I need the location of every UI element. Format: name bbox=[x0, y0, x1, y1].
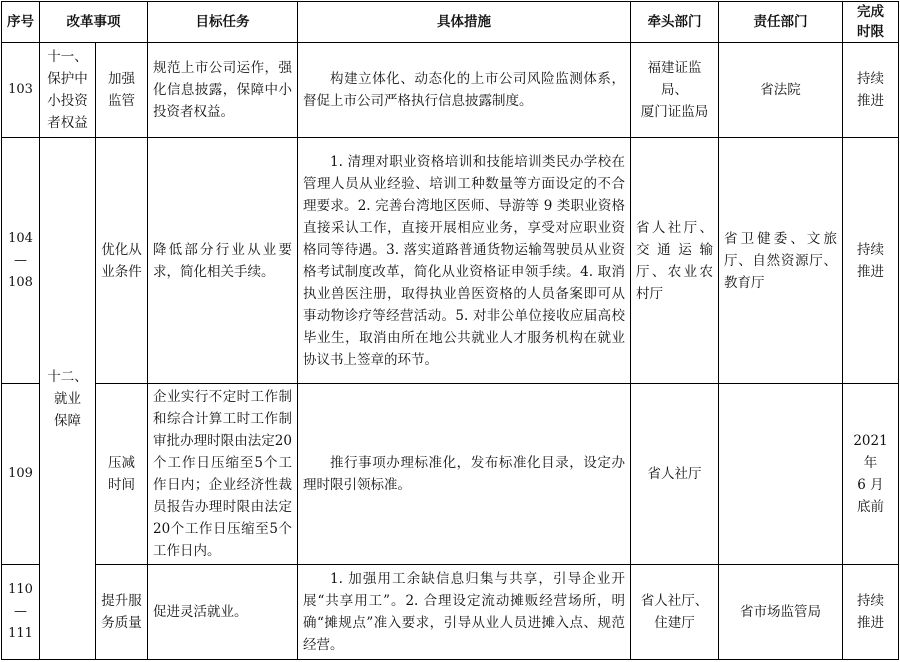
measures-cell: 1. 清理对职业资格培训和技能培训类民办学校在管理人员从业经验、培训工种数量等方面设定的不合理要求。2. 完善台湾地区医师、导游等 9 类职业资格直接采认工作，直接开展相应业务，享受对应职业资格同等待遇。3. 落实道路普通货物运输驾驶员从业资格考试制度改革，简化从业资格证申领手续。4. 取消执业兽医注册，取得执业兽医资格的人员备案即可从事动物诊疗等经营活动。5. 对非公单位接收应届高校毕业生，取消由所在地公共就业人才服务机构在就业协议书上签章的环节。 bbox=[298, 138, 631, 384]
header-deadline-line1: 完成 bbox=[857, 4, 884, 20]
seq-cell: 109 bbox=[2, 384, 40, 565]
deadline-line: 持续 bbox=[857, 241, 884, 258]
deadline-line: 持续 bbox=[857, 71, 884, 87]
header-row bbox=[2, 2, 899, 43]
deadline-cell bbox=[843, 138, 899, 384]
item-line: 监管 bbox=[108, 93, 135, 109]
resp-dept-cell: 省市场监管局 bbox=[719, 565, 843, 660]
seq-cell: 103 bbox=[2, 43, 40, 138]
category-line: 保护中 bbox=[47, 71, 88, 87]
lead-dept-cell: 省人社厅 bbox=[631, 384, 719, 565]
deadline-line: 推进 bbox=[857, 615, 884, 631]
item-cell bbox=[96, 565, 148, 660]
header-seq: 序号 bbox=[2, 2, 40, 43]
category-line: 就业 bbox=[54, 390, 81, 407]
category-line: 十二、 bbox=[47, 368, 88, 385]
lead-dept-cell bbox=[631, 43, 719, 138]
item-cell bbox=[96, 138, 148, 384]
deadline-line: 推进 bbox=[857, 263, 884, 280]
measures-cell: 推行事项办理标准化，发布标准化目录，设定办理时限引领标准。 bbox=[298, 384, 631, 565]
seq-line: 110 bbox=[8, 582, 33, 597]
category-line: 十一、 bbox=[47, 49, 88, 65]
header-reform-item: 改革事项 bbox=[40, 2, 148, 43]
lead-line: 住建厅 bbox=[654, 615, 695, 631]
policy-table bbox=[1, 1, 899, 660]
deadline-line: 推进 bbox=[857, 93, 884, 109]
lead-dept-cell: 省人社厅、交通运输厅、农业农村厅 bbox=[631, 138, 719, 384]
table-row bbox=[2, 138, 899, 384]
category-cell bbox=[40, 138, 96, 660]
resp-dept-cell: 省卫健委、文旅厅、自然资源厅、教育厅 bbox=[719, 138, 843, 384]
deadline-line: 底前 bbox=[857, 499, 884, 515]
lead-line: 厦门证监局 bbox=[640, 104, 709, 120]
seq-line: 111 bbox=[8, 626, 33, 641]
measures-cell: 构建立体化、动态化的上市公司风险监测体系，督促上市公司严格执行信息披露制度。 bbox=[298, 43, 631, 138]
table-row bbox=[2, 43, 899, 138]
lead-dept-cell bbox=[631, 565, 719, 660]
deadline-cell bbox=[843, 565, 899, 660]
lead-line: 省人社厅、 bbox=[640, 593, 709, 609]
target-cell: 规范上市公司运作，强化信息披露，保障中小投资者权益。 bbox=[148, 43, 298, 138]
item-line: 提升服 bbox=[101, 593, 142, 609]
seq-cell bbox=[2, 138, 40, 384]
category-line: 保障 bbox=[54, 412, 81, 429]
item-line: 务质量 bbox=[101, 615, 142, 631]
lead-line: 福建证监局、 bbox=[647, 60, 702, 98]
target-cell: 促进灵活就业。 bbox=[148, 565, 298, 660]
seq-line: 108 bbox=[8, 274, 33, 290]
deadline-line: 持续 bbox=[857, 593, 884, 609]
header-resp-dept: 责任部门 bbox=[719, 2, 843, 43]
measures-cell: 1. 加强用工余缺信息归集与共享，引导企业开展“共享用工”。2. 合理设定流动摊贩经营场所，明确“摊规点”准入要求，引导从业人员进摊入点、规范经营。 bbox=[298, 565, 631, 660]
item-line: 时间 bbox=[108, 477, 135, 493]
header-measures: 具体措施 bbox=[298, 2, 631, 43]
item-cell bbox=[96, 384, 148, 565]
item-line: 加强 bbox=[108, 71, 135, 87]
deadline-line: 6 月 bbox=[857, 477, 884, 493]
header-deadline-line2: 时限 bbox=[857, 24, 884, 40]
item-line: 业条件 bbox=[101, 263, 142, 280]
category-cell bbox=[40, 43, 96, 138]
resp-dept-cell bbox=[719, 384, 843, 565]
header-target: 目标任务 bbox=[148, 2, 298, 43]
deadline-cell bbox=[843, 384, 899, 565]
target-cell: 降低部分行业从业要求，简化相关手续。 bbox=[148, 138, 298, 384]
header-lead-dept: 牵头部门 bbox=[631, 2, 719, 43]
seq-line: — bbox=[14, 252, 27, 268]
deadline-line: 2021 年 bbox=[853, 433, 888, 471]
resp-dept-cell: 省法院 bbox=[719, 43, 843, 138]
category-line: 者权益 bbox=[47, 115, 88, 131]
item-cell bbox=[96, 43, 148, 138]
seq-cell bbox=[2, 565, 40, 660]
table-row bbox=[2, 384, 899, 565]
target-cell: 企业实行不定时工作制和综合计算工时工作制审批办理时限由法定20个工作日压缩至5个工作日内；企业经济性裁员报告办理时限由法定20个工作日压缩至5个工作日内。 bbox=[148, 384, 298, 565]
item-line: 压减 bbox=[108, 455, 135, 471]
deadline-cell bbox=[843, 43, 899, 138]
seq-line: — bbox=[14, 604, 27, 619]
item-line: 优化从 bbox=[101, 241, 142, 258]
table-row bbox=[2, 565, 899, 660]
seq-line: 104 bbox=[8, 230, 33, 246]
category-line: 小投资 bbox=[47, 93, 88, 109]
header-deadline bbox=[843, 2, 899, 43]
